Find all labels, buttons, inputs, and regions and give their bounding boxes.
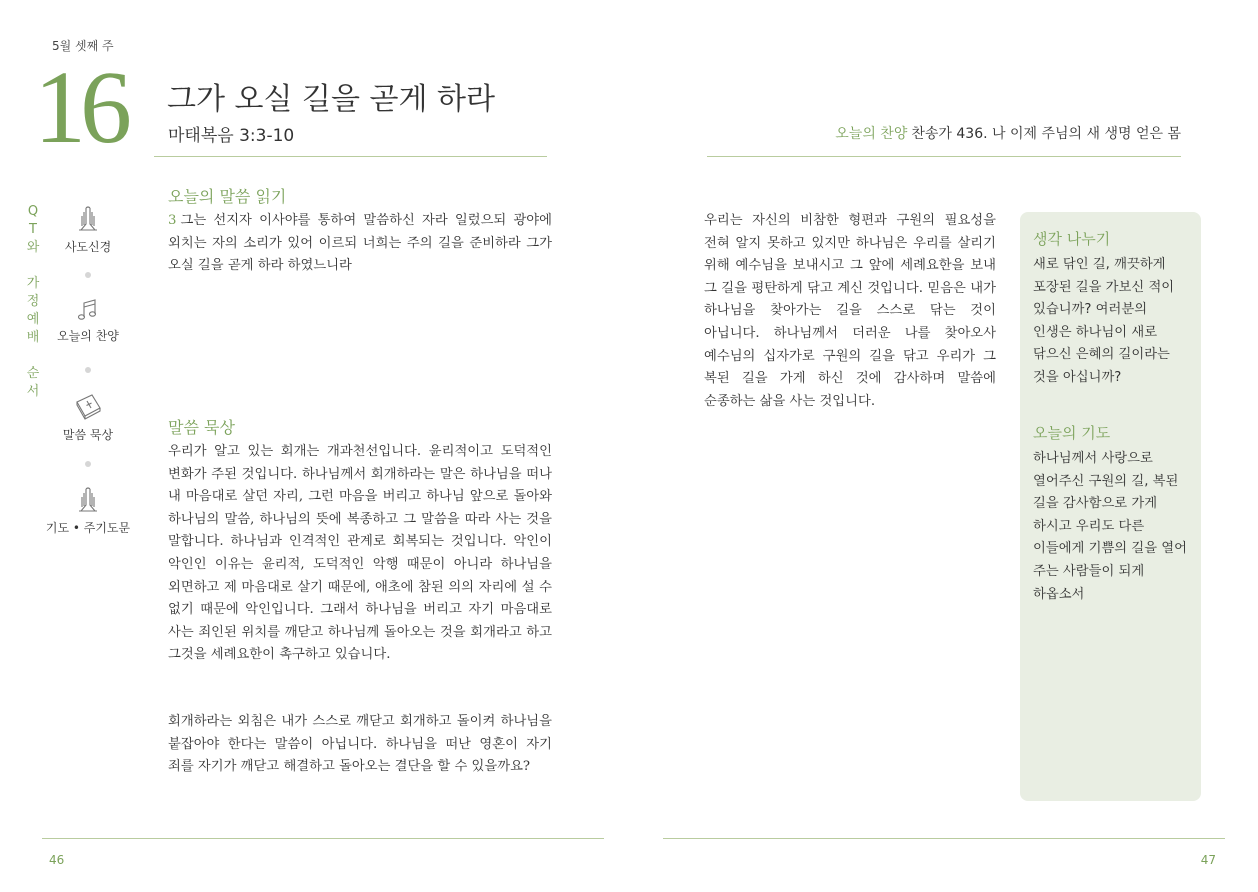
footer-divider-right — [663, 838, 1225, 839]
sidebar-item-label: 기도 • 주기도문 — [45, 521, 131, 535]
verse-text: 그는 선지자 이사야를 통하여 말씀하신 자라 일렀으되 광야에 외치는 자의 소리가 있어 이르되 너희는 주의 길을 준비하라 그가 오실 길을 곧게 하라 하였느니라 — [168, 213, 552, 274]
meditation-paragraph: 회개하라는 외침은 내가 스스로 깨닫고 회개하고 돌이켜 하나님을 붙잡아야 한다는 말씀이 아닙니다. 하나님을 떠난 영혼이 자기 죄를 자기가 깨닫고 해결하고 돌아오는 결단을 할 수 있을까요? — [168, 714, 552, 775]
page-number-left: 46 — [49, 853, 65, 867]
day-number: 16 — [34, 50, 126, 165]
sidebar-item-todays-hymn — [43, 297, 133, 344]
reading-verse — [168, 210, 552, 278]
vertical-title-char: T — [29, 222, 37, 237]
sidebar-separator-dot — [85, 367, 91, 373]
todays-hymn — [835, 123, 1181, 143]
title-divider-left — [154, 156, 547, 157]
meditation-heading: 말씀 묵상 — [168, 418, 235, 437]
praying-hands-icon — [73, 204, 103, 234]
vertical-title-char: 정 — [26, 294, 40, 309]
meditation-paragraph: 우리가 알고 있는 회개는 개과천선입니다. 윤리적이고 도덕적인 변화가 주된 것입니다. 하나님께서 회개하라는 말은 하나님을 떠나 내 마음대로 살던 자리, 그런 마음을 버리고 하나님 앞으로 돌아와 하나님의 말씀, 하나님의 뜻에 복종하고 그 말씀을 따라 사는 것을 말합니다. 하나님과 인격적인 관계로 회복되는 것입니다. 악인이 악인인 이유는 윤리적, 도덕적인 악행 때문이 아니라 하나님을 외면하고 제 마음대로 살기 때문에, 애초에 참된 의의 자리에 설 수 없기 때문에 악인입니다. 그래서 하나님을 버리고 자기 마음대로 사는 죄인된 위치를 깨닫고 하나님께 돌아오는 것을 회개라고 하고 그것을 세례요한이 촉구하고 있습니다. — [168, 444, 552, 663]
sidebar-item-apostles-creed — [43, 204, 133, 255]
reading-heading: 오늘의 말씀 읽기 — [168, 187, 287, 206]
music-note-icon — [73, 297, 103, 323]
prayer-heading: 오늘의 기도 — [1033, 424, 1111, 442]
sidebar-separator-dot — [85, 461, 91, 467]
vertical-title-char: 배 — [26, 330, 40, 345]
hymn-label: 오늘의 찬양 — [835, 126, 908, 142]
vertical-title-char: 서 — [26, 384, 40, 399]
prayer-text: 하나님께서 사랑으로 열어주신 구원의 길, 복된 길을 감사함으로 가게 하시고 우리도 다른 이들에게 기쁨의 길을 열어 주는 사람들이 되게 하옵소서 — [1033, 451, 1187, 602]
week-label: 5월 셋째 주 — [52, 39, 114, 53]
vertical-title-char: Q — [27, 204, 39, 219]
vertical-title-char: 와 — [26, 240, 40, 255]
sidebar-item-meditation — [43, 390, 133, 443]
hymn-value: 찬송가 436. 나 이제 주님의 새 생명 얻은 몸 — [911, 126, 1181, 142]
vertical-title-char: 순 — [26, 366, 40, 381]
vertical-section-title — [25, 203, 41, 401]
footer-divider-left — [42, 838, 604, 839]
sidebar-separator-dot — [85, 272, 91, 278]
sidebar-item-label: 사도신경 — [64, 240, 112, 254]
praying-hands-icon — [73, 485, 103, 515]
sharing-heading: 생각 나누기 — [1033, 230, 1111, 248]
vertical-title-char: 가 — [26, 276, 40, 291]
sharing-text: 새로 닦인 길, 깨끗하게 포장된 길을 가보신 적이 있습니까? 여러분의 인생은 하나님이 새로 닦으신 은혜의 길이라는 것을 아십니까? — [1033, 257, 1175, 385]
page-title: 그가 오실 길을 곧게 하라 — [167, 82, 495, 117]
verse-number: 3 — [168, 213, 177, 228]
page-number-right: 47 — [1200, 853, 1216, 867]
scripture-reference: 마태복음 3:3-10 — [168, 126, 295, 146]
vertical-title-char: 예 — [26, 312, 40, 327]
meditation-paragraph: 우리는 자신의 비참한 형편과 구원의 필요성을 전혀 알지 못하고 있지만 하나님은 우리를 살리기 위해 예수님을 보내시고 그 앞에 세례요한을 보내 그 길을 평탄하게 닦고 계신 것입니다. 믿음은 내가 하나님을 찾아가는 길을 스스로 닦는 것이 아닙니다. 하나님께서 더러운 나를 찾아오사 예수님의 십자가로 구원의 길을 닦고 우리가 그 복된 길을 가게 하신 것에 감사하며 말씀에 순종하는 삶을 사는 것입니다. — [704, 213, 996, 409]
sidebar-item-label: 말씀 묵상 — [62, 428, 114, 442]
sidebar-item-prayer — [43, 485, 133, 536]
sidebar-item-label: 오늘의 찬양 — [57, 329, 119, 343]
title-divider-right — [707, 156, 1181, 157]
bible-icon — [72, 390, 104, 422]
